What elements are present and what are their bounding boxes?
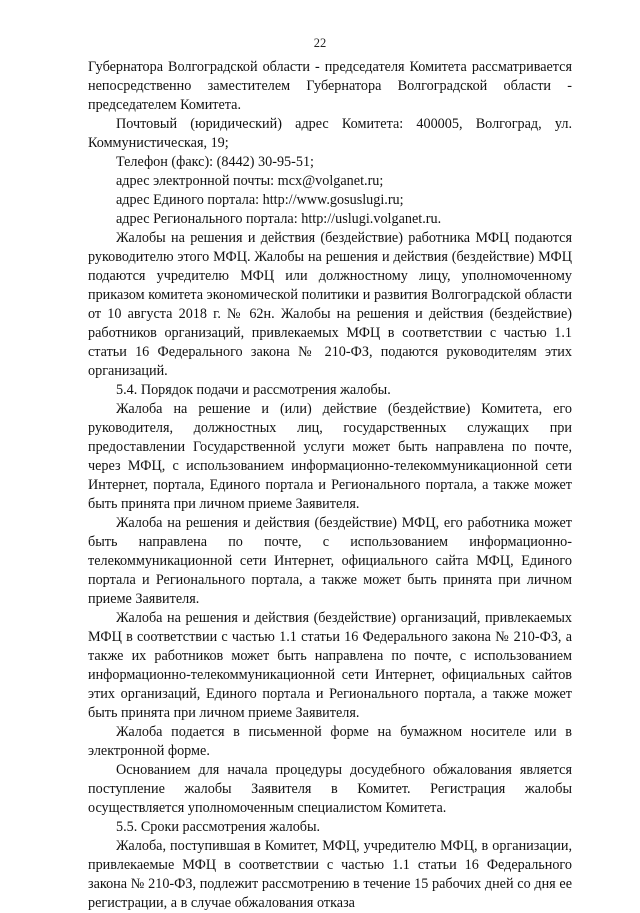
paragraph: Жалоба подается в письменной форме на бумажном носителе или в электронной форме. (88, 724, 572, 759)
paragraph: Основанием для начала процедуры досудебного обжалования является поступление жалобы Заявителя в Комитет. Регистрация жалобы осуществляется уполномоченным специалистом Комитета. (88, 762, 572, 816)
paragraph: Телефон (факс): (8442) 30-95-51; (116, 154, 314, 170)
section-heading: 5.5. Сроки рассмотрения жалобы. (116, 819, 321, 835)
paragraph: адрес Единого портала: http://www.gosuslugi.ru; (116, 192, 404, 208)
paragraph: Жалобы на решения и действия (бездействие) работника МФЦ подаются руководителю этого МФЦ. Жалобы на решения и действия (бездействие) МФЦ подаются учредителю МФЦ или должностному лицу, уполномоченному приказом комитета экономической политики и развития Волгоградской области от 10 августа 2018 г. № 62н. Жалобы на решения и действия (бездействие) работников организаций, привлекаемых МФЦ в соответствии с частью 1.1 статьи 16 Федерального закона № 210-ФЗ, подаются руководителям этих организаций. (88, 230, 572, 379)
document-body (88, 58, 572, 913)
paragraph: Жалоба на решения и действия (бездействие) организаций, привлекаемых МФЦ в соответствии с частью 1.1 статьи 16 Федерального закона № 210-ФЗ, а также их работников может быть направлена по почте, с использованием информационно-телекоммуникационной сети Интернет, официальных сайтов этих организаций, Единого портала и Регионального портала, а также может быть принята при личном приеме Заявителя. (88, 610, 572, 721)
paragraph: Жалоба, поступившая в Комитет, МФЦ, учредителю МФЦ, в организации, привлекаемые МФЦ в соответствии с частью 1.1 статьи 16 Федерального закона № 210-ФЗ, подлежит рассмотрению в течение 15 рабочих дней со дня ее регистрации, а в случае обжалования отказа (88, 838, 572, 911)
page-number: 22 (313, 36, 327, 50)
paragraph: адрес Регионального портала: http://uslugi.volganet.ru. (116, 211, 442, 227)
paragraph: Почтовый (юридический) адрес Комитета: 400005, Волгоград, ул. Коммунистическая, 19; (88, 116, 572, 151)
paragraph: Жалоба на решения и действия (бездействие) МФЦ, его работника может быть направлена по почте, с использованием информационно-телекоммуникационной сети Интернет, официального сайта МФЦ, Единого портала и Регионального портала, а также может быть принята при личном приеме Заявителя. (88, 515, 572, 607)
paragraph: Губернатора Волгоградской области - председателя Комитета рассматривается непосредственно заместителем Губернатора Волгоградской области - председателем Комитета. (88, 59, 572, 113)
paragraph: Жалоба на решение и (или) действие (бездействие) Комитета, его руководителя, должностных лиц, государственных служащих при предоставлении Государственной услуги может быть направлена по почте, через МФЦ, с использованием информационно-телекоммуникационной сети Интернет, портала, Единого портала и Регионального портала, а также может быть принята при личном приеме Заявителя. (88, 401, 572, 512)
paragraph: адрес электронной почты: mcx@volganet.ru; (116, 173, 384, 189)
section-heading: 5.4. Порядок подачи и рассмотрения жалобы. (116, 382, 391, 398)
